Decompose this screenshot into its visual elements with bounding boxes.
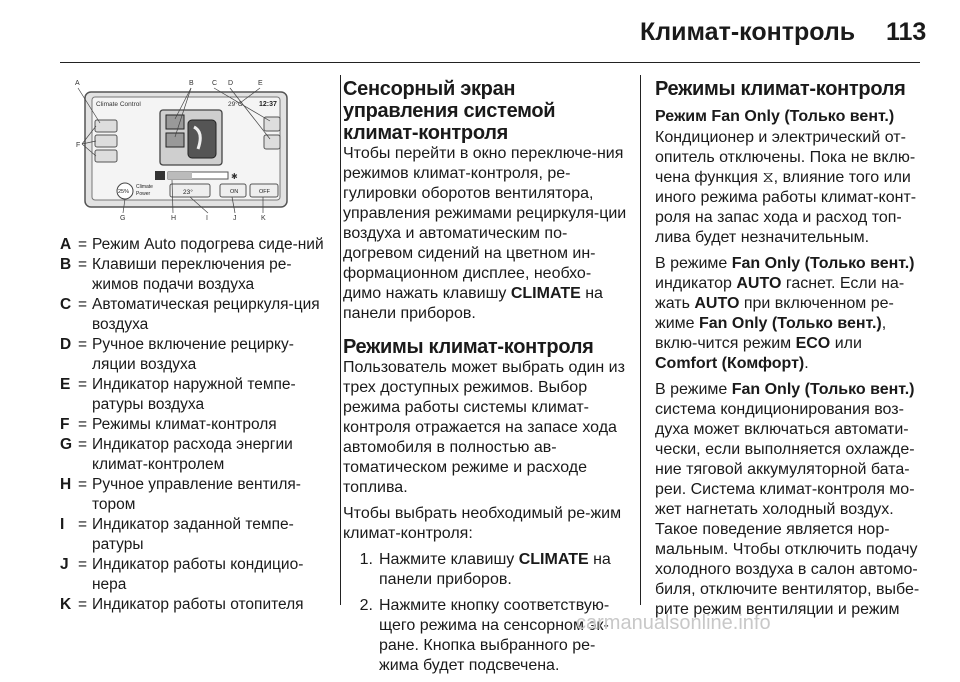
paragraph-modes: Пользователь может выбрать один из трех доступных режимов. Выбор режима работы системы климат-контроля отражается на запасе хода автомобиля в полностью ав-томатическом режиме и расходе топлива.	[343, 359, 625, 496]
svg-text:Climate: Climate	[136, 184, 153, 190]
legend-row	[60, 255, 325, 295]
svg-text:E: E	[258, 80, 263, 87]
screen-title: Climate Control	[96, 101, 141, 108]
paragraph-select-mode: Чтобы выбрать необходимый ре-жим климат-контроля:	[343, 505, 622, 542]
legend-key: K	[60, 596, 72, 613]
legend-key: B	[60, 256, 72, 273]
svg-text:C: C	[212, 80, 218, 87]
legend-row	[60, 435, 325, 475]
list-item: 1. Нажмите клавишу CLIMATE на панели приборов.	[359, 551, 611, 588]
paragraph-touchscreen: Чтобы перейти в окно переключе-ния режимов климат-контроля, ре-гулировки оборотов вентилятора, управления режимами рециркуля-ции воздуха и автоматическим по-догревом сидений на цветном ин-формационном дисплее, необхо-димо нажать клавишу CLIMATE на панели приборов.	[343, 145, 627, 322]
legend-key: G	[60, 436, 73, 453]
page-number: 113	[886, 18, 927, 46]
legend-row	[60, 415, 325, 435]
svg-text:G: G	[120, 215, 126, 222]
legend-key: A	[60, 236, 72, 253]
page-header-title: Климат-контроль	[640, 18, 856, 46]
column-divider-2	[640, 75, 641, 605]
header-rule	[60, 62, 920, 63]
legend-row	[60, 235, 325, 255]
legend-equals: =	[78, 476, 88, 493]
legend-value: Режим Auto подогрева сиде-ний	[92, 236, 324, 253]
legend-value: Режимы климат-контроля	[92, 416, 277, 433]
svg-text:F: F	[76, 142, 81, 149]
legend-equals: =	[78, 556, 88, 573]
legend-value: Индикатор работы отопителя	[92, 596, 304, 613]
section-heading-climate-modes: Режимы климат-контроля	[655, 78, 906, 100]
legend-value: Ручное управление вентиля-тором	[92, 476, 301, 513]
legend-value: Ручное включение рецирку-ляции воздуха	[92, 336, 294, 373]
section-heading-touchscreen: Сенсорный экран управления системой климат-контроля	[343, 78, 556, 144]
column-divider-1	[340, 75, 341, 605]
screen-outside-temp: 29°C	[228, 101, 243, 108]
subheading-fan-only: Режим Fan Only (Только вент.)	[655, 108, 895, 125]
legend-key: J	[60, 556, 69, 573]
svg-text:B: B	[189, 80, 194, 87]
paragraph-fan-only-3: В режиме Fan Only (Только вент.) система кондиционирования воз-духа может включаться автомати-чески, если выполняется охлажде-ние тяговой аккумуляторной бата-реи. Система климат-контроля мо-жет нагнетать холодный воздух. Такое поведение является нор-мальным. Чтобы отключить подачу холодного воздуха в салон автомо-биля, отключите вентилятор, выбе-рите режим вентиляции и режим	[655, 381, 920, 618]
legend-equals: =	[78, 596, 88, 613]
svg-text:J: J	[233, 215, 237, 222]
legend-value: Индикатор работы кондицио-нера	[92, 556, 304, 593]
legend-equals: =	[78, 336, 88, 353]
svg-text:✱: ✱	[231, 172, 238, 181]
svg-text:ON: ON	[230, 189, 239, 195]
column-touchscreen	[343, 78, 628, 682]
legend-row	[60, 475, 325, 515]
legend-key: C	[60, 296, 72, 313]
svg-text:OFF: OFF	[259, 189, 270, 195]
screen-set-temp: 23°	[183, 189, 193, 196]
legend-key: F	[60, 416, 70, 433]
svg-text:D: D	[228, 80, 234, 87]
legend-equals: =	[78, 436, 88, 453]
legend-equals: =	[78, 416, 88, 433]
climate-screen-illustration	[60, 75, 325, 225]
svg-text:K: K	[261, 215, 266, 222]
legend-key: H	[60, 476, 72, 493]
legend-key: E	[60, 376, 71, 393]
legend-equals: =	[78, 516, 88, 533]
callout-legend	[60, 235, 325, 615]
legend-value: Индикатор заданной темпе-ратуры	[92, 516, 294, 553]
screen-clock: 12:37	[259, 101, 277, 108]
column-modes	[655, 78, 923, 626]
list-item: 2. Нажмите кнопку соответствую-щего режима на сенсорном эк-ране. Кнопка выбранного ре-жима будет подсвечена.	[359, 597, 610, 674]
svg-text:H: H	[171, 215, 177, 222]
climate-screen-figure	[60, 75, 325, 225]
column-figure-legend	[60, 75, 325, 615]
legend-row	[60, 335, 325, 375]
legend-key: I	[60, 516, 65, 533]
svg-text:I: I	[206, 215, 208, 222]
watermark: carmanualsonline.info	[576, 612, 771, 634]
legend-value: Индикатор расхода энергии климат-контролем	[92, 436, 293, 473]
paragraph-fan-only-2: В режиме Fan Only (Только вент.) индикатор AUTO гаснет. Если на-жать AUTO при включенном ре-жиме Fan Only (Только вент.), вклю-чится режим ECO или Comfort (Комфорт).	[655, 255, 915, 372]
legend-row	[60, 595, 325, 615]
paragraph-fan-only-1: Кондиционер и электрический от-опитель отключены. Пока не вклю-чена функция ⧖, влияние того или иного режима работы климат-конт-роля на запас хода и расход топ-лива будет незначительным.	[655, 129, 917, 246]
legend-row	[60, 375, 325, 415]
legend-value: Индикатор наружной темпе-ратуры воздуха	[92, 376, 296, 413]
legend-row	[60, 515, 325, 555]
section-heading-modes: Режимы климат-контроля	[343, 336, 594, 358]
screen-power-percent: 25%	[118, 189, 130, 195]
legend-row	[60, 295, 325, 335]
legend-value: Клавиши переключения ре-жимов подачи воздуха	[92, 256, 292, 293]
legend-key: D	[60, 336, 72, 353]
svg-text:A: A	[75, 80, 80, 87]
legend-row	[60, 555, 325, 595]
svg-text:Power: Power	[136, 191, 151, 197]
legend-equals: =	[78, 236, 88, 253]
legend-equals: =	[78, 376, 88, 393]
legend-value: Автоматическая рециркуля-ция воздуха	[92, 296, 320, 333]
legend-equals: =	[78, 256, 88, 273]
legend-equals: =	[78, 296, 88, 313]
